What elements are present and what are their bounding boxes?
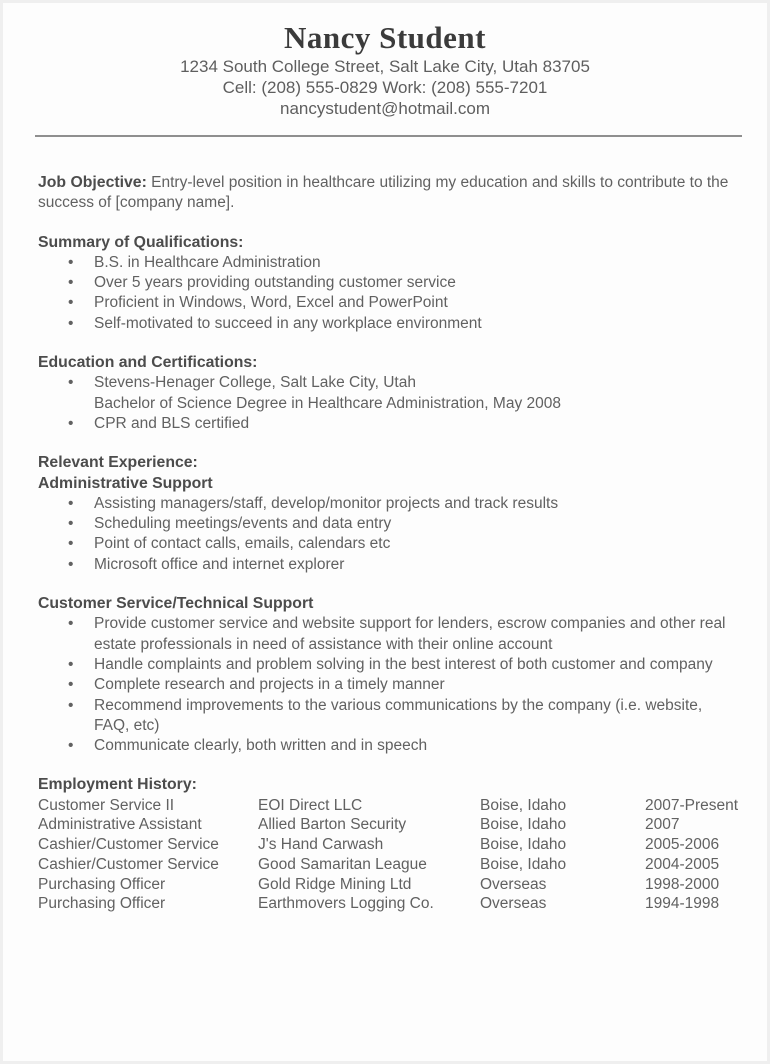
- bullet-item: • Recommend improvements to the various communications by the company (i.e. website, FAQ, etc): [38, 696, 739, 737]
- emp-location: Overseas: [480, 895, 547, 913]
- bullet-item: • Proficient in Windows, Word, Excel and PowerPoint: [38, 293, 739, 313]
- bullet-item: • CPR and BLS certified: [38, 414, 739, 434]
- section-education: [38, 353, 739, 434]
- emp-title: Administrative Assistant: [38, 816, 202, 834]
- bullet-item: [38, 373, 739, 414]
- experience-list: [38, 494, 739, 575]
- email-line: nancystudent@hotmail.com: [279, 99, 491, 118]
- emp-location: Boise, Idaho: [480, 796, 567, 814]
- employment-row: [38, 835, 739, 855]
- job-objective-text: Entry-level position in healthcare utilizing my education and skills to contribute to the success of [company name].: [38, 174, 729, 212]
- employment-row: [38, 815, 739, 835]
- emp-company: J's Hand Carwash: [258, 836, 384, 854]
- employment-heading: Employment History:: [38, 776, 197, 794]
- resume-page: [3, 3, 767, 1061]
- education-heading: Education and Certifications:: [38, 354, 258, 372]
- job-objective-label: Job Objective:: [38, 174, 147, 191]
- emp-company: Good Samaritan League: [258, 855, 427, 873]
- resume-body: [3, 173, 767, 914]
- bullet-item: • Complete research and projects in a timely manner: [38, 675, 739, 695]
- section-customer-service: [38, 594, 739, 756]
- header-divider: [35, 135, 742, 137]
- employment-row: [38, 796, 739, 816]
- education-list: [38, 373, 739, 434]
- employment-row: [38, 894, 739, 914]
- emp-company: EOI Direct LLC: [258, 796, 363, 814]
- emp-title: Cashier/Customer Service: [38, 855, 219, 873]
- bullet-item: • Self-motivated to succeed in any workplace environment: [38, 314, 739, 334]
- emp-location: Boise, Idaho: [480, 855, 567, 873]
- emp-dates: 2004-2005: [645, 855, 720, 873]
- bullet-item: • Microsoft office and internet explorer: [38, 555, 739, 575]
- customer-service-heading: Customer Service/Technical Support: [38, 595, 314, 613]
- employment-table: [38, 796, 739, 914]
- bullet-item: • Provide customer service and website support for lenders, escrow companies and other real estate professionals in need of assistance with their online account: [38, 614, 739, 655]
- emp-company: Earthmovers Logging Co.: [258, 895, 434, 913]
- emp-dates: 1994-1998: [645, 895, 720, 913]
- emp-company: Allied Barton Security: [258, 816, 407, 834]
- section-experience: [38, 453, 739, 575]
- experience-heading: Relevant Experience:: [38, 454, 198, 472]
- emp-title: Purchasing Officer: [38, 875, 166, 893]
- phone-line: Cell: (208) 555-0829 Work: (208) 555-7201: [222, 78, 548, 97]
- bullet-item: • Assisting managers/staff, develop/monitor projects and track results: [38, 494, 739, 514]
- emp-location: Overseas: [480, 875, 547, 893]
- employment-row: [38, 855, 739, 875]
- person-name: Nancy Student: [283, 20, 486, 55]
- resume-header: [3, 20, 767, 119]
- emp-company: Gold Ridge Mining Ltd: [258, 875, 412, 893]
- bullet-item: • Scheduling meetings/events and data entry: [38, 514, 739, 534]
- customer-service-list: [38, 614, 739, 756]
- section-employment-history: [38, 775, 739, 914]
- bullet-item: • Communicate clearly, both written and in speech: [38, 736, 739, 756]
- bullet-item: • Point of contact calls, emails, calendars etc: [38, 534, 739, 554]
- emp-dates: 2007-Present: [645, 796, 739, 814]
- emp-dates: 2007: [645, 816, 680, 834]
- education-line: Bachelor of Science Degree in Healthcare Administration, May 2008: [94, 394, 561, 412]
- job-objective-paragraph: [38, 173, 739, 214]
- emp-title: Purchasing Officer: [38, 895, 166, 913]
- bullet-item: • Over 5 years providing outstanding customer service: [38, 273, 739, 293]
- bullet-item: • B.S. in Healthcare Administration: [38, 253, 739, 273]
- emp-title: Customer Service II: [38, 796, 175, 814]
- summary-heading: Summary of Qualifications:: [38, 233, 244, 251]
- bullet-item: • Handle complaints and problem solving in the best interest of both customer and company: [38, 655, 739, 675]
- employment-row: [38, 875, 739, 895]
- experience-subheading: Administrative Support: [38, 474, 213, 492]
- emp-dates: 1998-2000: [645, 875, 720, 893]
- emp-dates: 2005-2006: [645, 836, 720, 854]
- education-line: • Stevens-Henager College, Salt Lake City, Utah: [94, 374, 416, 392]
- emp-title: Cashier/Customer Service: [38, 836, 219, 854]
- address-line: 1234 South College Street, Salt Lake City, Utah 83705: [180, 57, 590, 76]
- emp-location: Boise, Idaho: [480, 816, 567, 834]
- section-summary: [38, 233, 739, 334]
- emp-location: Boise, Idaho: [480, 836, 567, 854]
- summary-list: [38, 253, 739, 334]
